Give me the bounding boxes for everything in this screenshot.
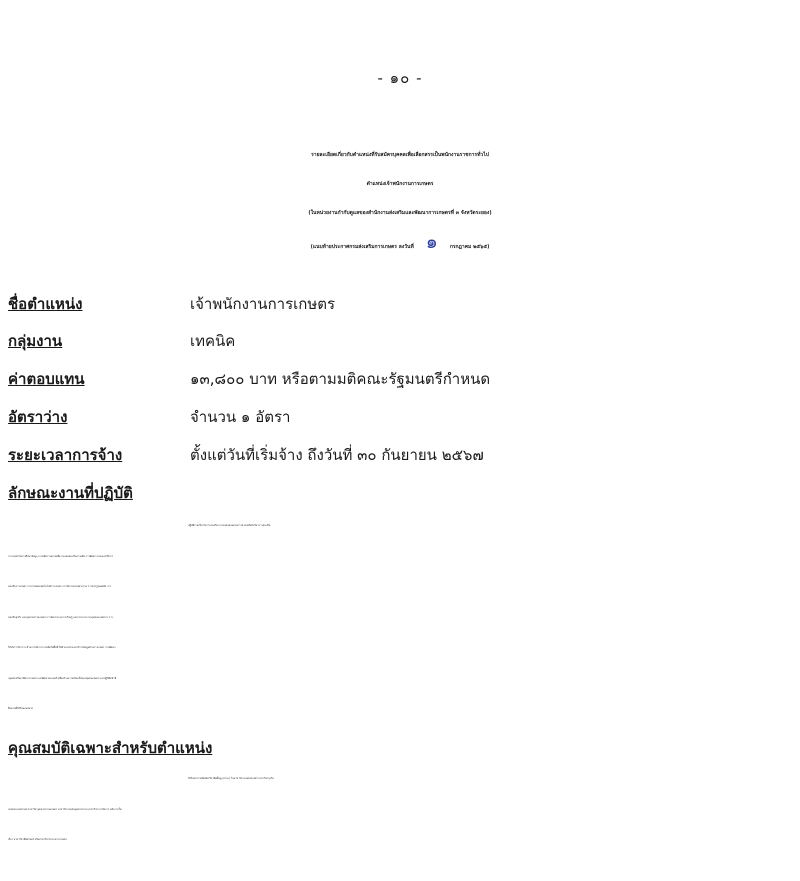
field-value: จำนวน ๑ อัตรา: [190, 408, 291, 426]
title-line-3: (ในหน่วยงานกำกับดูแลของสำนักงานส่งเสริมและพัฒนาการเกษตรที่ ๓ จังหวัดระยอง): [308, 210, 492, 216]
title-line-4: [0, 228, 800, 262]
duties-paragraph: [8, 511, 796, 725]
field-value: ตั้งแต่วันที่เริ่มจ้าง ถึงวันที่ ๓๐ กันยายน ๒๕๖๗: [190, 446, 484, 464]
paragraph-line: การเกษตรในการศึกษาข้อมูล การผลิตการตลาดเพื่อวางแผนส่งเสริมการผลิต การพัฒนาระบบและวิธีการ: [8, 554, 113, 558]
paragraph-line: อื่นตามที่ได้รับมอบหมาย: [8, 707, 33, 710]
handwritten-day: ๑: [425, 231, 438, 253]
paragraph-line: กลุ่มส่งเสริมอาชีพการเกษตร และพัฒนาครอบครัวเพื่อสร้างความเข้มแข็งของชุมชนเกษตร และปฏิบัติหน้าที่: [8, 676, 117, 680]
paragraph-line: เกษตรและสหกรณ์ สาขาวิชาอุตสาหกรรมเกษตร สาขาวิชาเกษตรอุตสาหกรรม สาขาวิชาการจัดการ หลังการเก็บ: [8, 807, 122, 811]
paragraph-line: ให้บริการวิชาการ ด้านการจัดการการผลิตในพื้นที่ ให้คำแนะนำและบริการข้อมูลด้านการเกษตร การพัฒนา: [8, 646, 116, 649]
field-label: ระยะเวลาการจ้าง: [8, 446, 123, 464]
paragraph-line: ส่งเสริมธุรกิจ และอุตสาหกรรมเกษตร การจัดกระบวนการเรียนรู้ และกระบวนการกลุ่มของเกษตรกร การ: [8, 615, 113, 619]
qualifications-heading: คุณสมบัติเฉพาะสำหรับตำแหน่ง: [8, 739, 213, 757]
duties-heading: ลักษณะงานที่ปฏิบัติ: [8, 484, 133, 502]
paragraph-line: ส่งเสริมการเกษตร การถ่ายทอดเทคโนโลยีการเกษตร การจัดระบบเกษตรกรรม การแปรรูปผลผลิต การ: [8, 585, 111, 588]
field-value: เจ้าพนักงานการเกษตร: [190, 295, 336, 313]
paragraph-line: ได้รับประกาศนียบัตรวิชาชีพชั้นสูง (ปวส.) ในสาขาวิชาเกษตรศาสตร์ สาขาวิชาธุรกิจ: [188, 777, 274, 780]
field-value: ๑๓,๘๐๐ บาท หรือตามมติคณะรัฐมนตรีกำหนด: [190, 370, 491, 388]
paragraph-line: ปฏิบัติงานเกี่ยวกับการส่งเสริมการเกษตรตลอดจนการช่วยเหลือนักวิชาการส่งเสริม: [188, 524, 271, 527]
field-label: กลุ่มงาน: [8, 332, 63, 350]
field-label: ค่าตอบแทน: [8, 370, 85, 388]
paragraph-line: เกี่ยว สาขาวิชาพืชศาสตร์ หรือสาขาวิชาช่างกลการเกษตร: [8, 838, 67, 841]
field-label: ชื่อตำแหน่ง: [8, 295, 83, 313]
title-line-4-prefix: (แนบท้ายประกาศกรมส่งเสริมการเกษตร ลงวันที่: [310, 244, 414, 250]
document-title: [0, 141, 800, 262]
field-label: อัตราว่าง: [8, 408, 68, 426]
title-line-1: รายละเอียดเกี่ยวกับตำแหน่งที่รับสมัครบุคคลเพื่อเลือกสรรเป็นพนักงานราชการทั่วไป: [311, 152, 489, 158]
title-line-4-suffix: กรกฎาคม ๒๕๖๕): [449, 244, 490, 250]
title-line-2: ตำแหน่งเจ้าพนักงานการเกษตร: [366, 181, 434, 187]
qualifications-paragraph: [8, 764, 796, 856]
field-value: เทคนิค: [190, 332, 236, 350]
page-number: - ๑๐ -: [377, 69, 423, 87]
